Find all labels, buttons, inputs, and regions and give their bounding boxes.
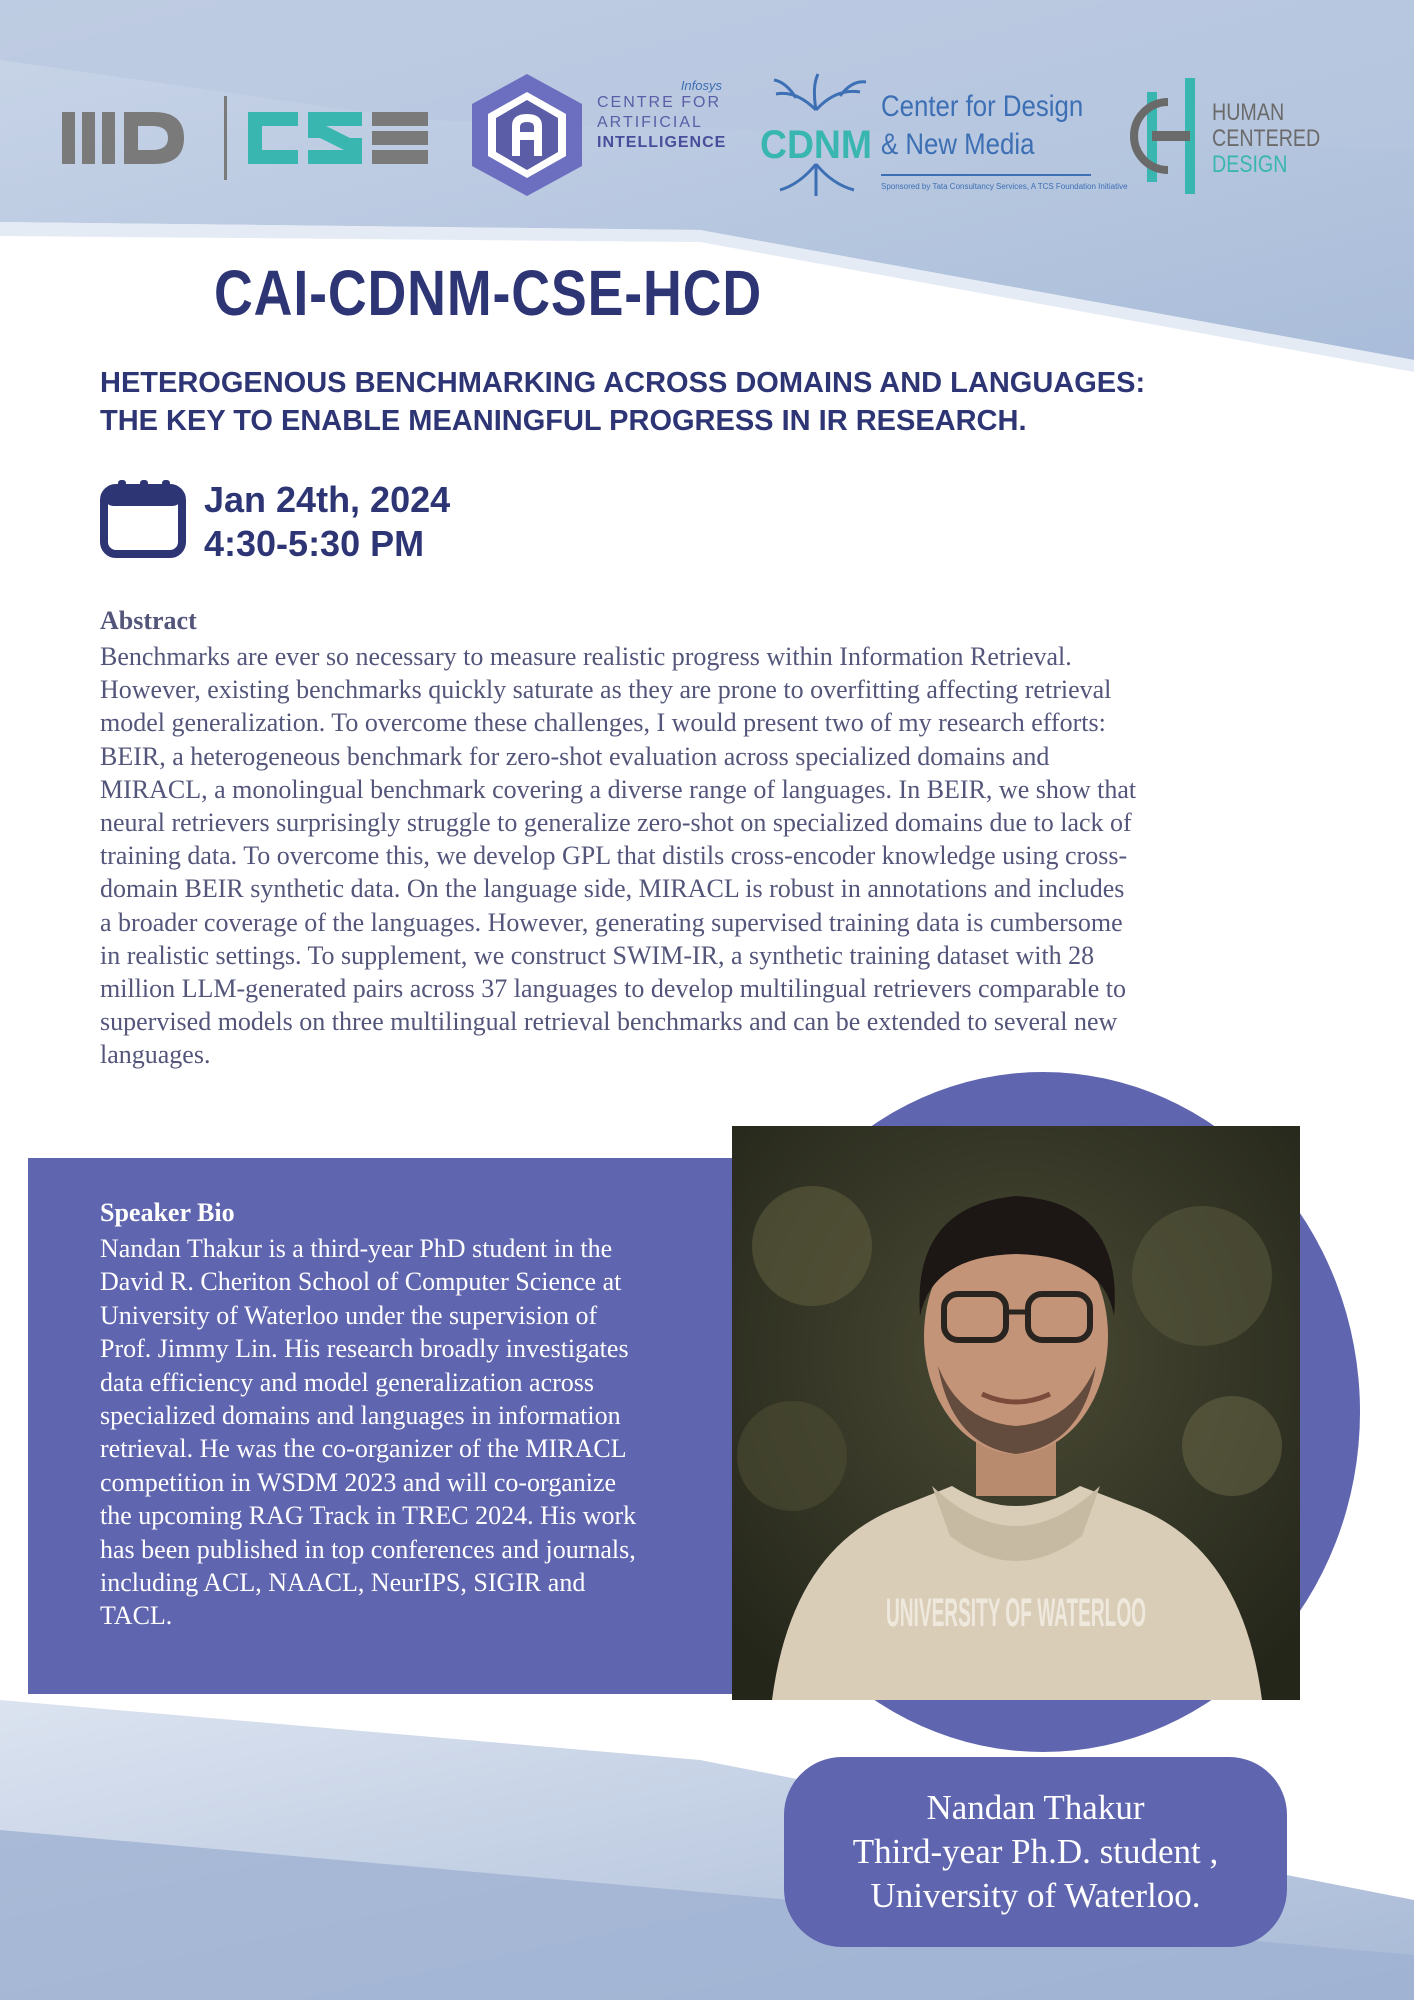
- bio-line: University of Waterloo under the supervision of: [100, 1300, 598, 1330]
- talk-title-line: HETEROGENOUS BENCHMARKING ACROSS DOMAINS AND LANGUAGES:: [100, 367, 1146, 399]
- cdnm-mark-text: CDNM: [760, 123, 872, 167]
- cdnm-title-line-2: & New Media: [881, 128, 1035, 161]
- logo-bar: [0, 60, 1414, 210]
- cai-line-3: INTELLIGENCE: [597, 134, 727, 151]
- calendar-icon: [100, 478, 186, 558]
- cai-line-2: ARTIFICIAL: [597, 114, 703, 131]
- bio-line: retrieval. He was the co-organizer of the MIRACL: [100, 1434, 627, 1464]
- cdnm-title-line-1: Center for Design: [881, 90, 1084, 123]
- abstract-body: [100, 640, 1330, 1072]
- event-time: 4:30-5:30 PM: [204, 523, 425, 564]
- bio-line: has been published in top conferences and journals,: [100, 1534, 636, 1564]
- hcd-line-1: HUMAN: [1212, 99, 1285, 126]
- cdnm-sponsor: Sponsored by Tata Consultancy Services, A TCS Foundation Initiative: [881, 182, 1128, 191]
- bio-heading: Speaker Bio: [100, 1198, 235, 1227]
- cdnm-tree-icon: [756, 70, 876, 200]
- hoodie-text: UNIVERSITY OF WATERLOO: [886, 1591, 1146, 1635]
- speaker-affiliation: University of Waterloo.: [870, 1876, 1201, 1915]
- abstract-line: model generalization. To overcome these challenges, I would present two of my research efforts:: [100, 708, 1106, 738]
- hcd-logo: [1138, 72, 1338, 202]
- event-date: Jan 24th, 2024: [204, 479, 451, 520]
- speaker-name-lines: [784, 1786, 1287, 1918]
- abstract-line: BEIR, a heterogeneous benchmark for zero-shot evaluation across specialized domains and: [100, 741, 1050, 771]
- abstract-line: training data. To overcome this, we develop GPL that distils cross-encoder knowledge using cross-: [100, 841, 1128, 871]
- abstract-line: supervised models on three multilingual retrieval benchmarks and can be extended to several new: [100, 1007, 1118, 1037]
- abstract-line: Benchmarks are ever so necessary to measure realistic progress within Information Retrieval.: [100, 642, 1072, 671]
- abstract-line: However, existing benchmarks quickly saturate as they are prone to overfitting affecting retrieval: [100, 675, 1112, 705]
- speaker-name: Nandan Thakur: [926, 1788, 1145, 1827]
- hcd-line-3: DESIGN: [1212, 151, 1288, 178]
- iiitd-cse-logo: [62, 82, 428, 192]
- abstract-line: MIRACL, a monolingual benchmark covering a diverse range of languages. In BEIR, we show that: [100, 774, 1137, 804]
- bio-line: Nandan Thakur is a third-year PhD student in the: [100, 1234, 613, 1263]
- bio-line: specialized domains and languages in information: [100, 1401, 621, 1431]
- cai-line-1: CENTRE FOR: [597, 94, 721, 111]
- abstract-line: languages.: [100, 1040, 211, 1070]
- bio-line: TACL.: [100, 1601, 173, 1631]
- bio-line: the upcoming RAG Track in TREC 2024. His work: [100, 1501, 637, 1531]
- talk-title-line: THE KEY TO ENABLE MEANINGFUL PROGRESS IN IR RESEARCH.: [100, 405, 1027, 437]
- abstract-line: million LLM-generated pairs across 37 languages to develop multilingual retrievers comparable to: [100, 974, 1126, 1004]
- cdnm-logo: [756, 70, 1128, 200]
- hcd-line-2: CENTERED: [1212, 125, 1321, 152]
- infosys-label: Infosys: [680, 78, 722, 93]
- organizers-title: CAI-CDNM-CSE-HCD: [214, 257, 762, 329]
- speaker-role: Third-year Ph.D. student ,: [852, 1832, 1219, 1871]
- cai-hexagon-icon: [462, 70, 592, 200]
- bio-line: David R. Cheriton School of Computer Science at: [100, 1267, 622, 1297]
- bio-line: competition in WSDM 2023 and will co-organize: [100, 1467, 617, 1497]
- abstract-heading: Abstract: [100, 606, 197, 635]
- bio-line: data efficiency and model generalization across: [100, 1367, 595, 1397]
- talk-title: [100, 364, 1330, 440]
- cai-logo: [462, 70, 727, 200]
- bio-line: Prof. Jimmy Lin. His research broadly investigates: [100, 1334, 629, 1364]
- event-datetime: [204, 478, 450, 566]
- bio-line: including ACL, NAACL, NeurIPS, SIGIR and: [100, 1568, 586, 1598]
- abstract-line: neural retrievers surprisingly struggle to generalize zero-shot on specialized domains due to lack of: [100, 808, 1132, 838]
- abstract-line: in realistic settings. To supplement, we construct SWIM-IR, a synthetic training dataset with 28: [100, 940, 1095, 970]
- speaker-photo: [732, 1126, 1300, 1700]
- hcd-h-icon: [1138, 72, 1218, 202]
- abstract-line: a broader coverage of the languages. However, generating supervised training data is cumbersome: [100, 907, 1123, 937]
- bio-body: [100, 1232, 740, 1633]
- abstract-line: domain BEIR synthetic data. On the language side, MIRACL is robust in annotations and includes: [100, 874, 1125, 904]
